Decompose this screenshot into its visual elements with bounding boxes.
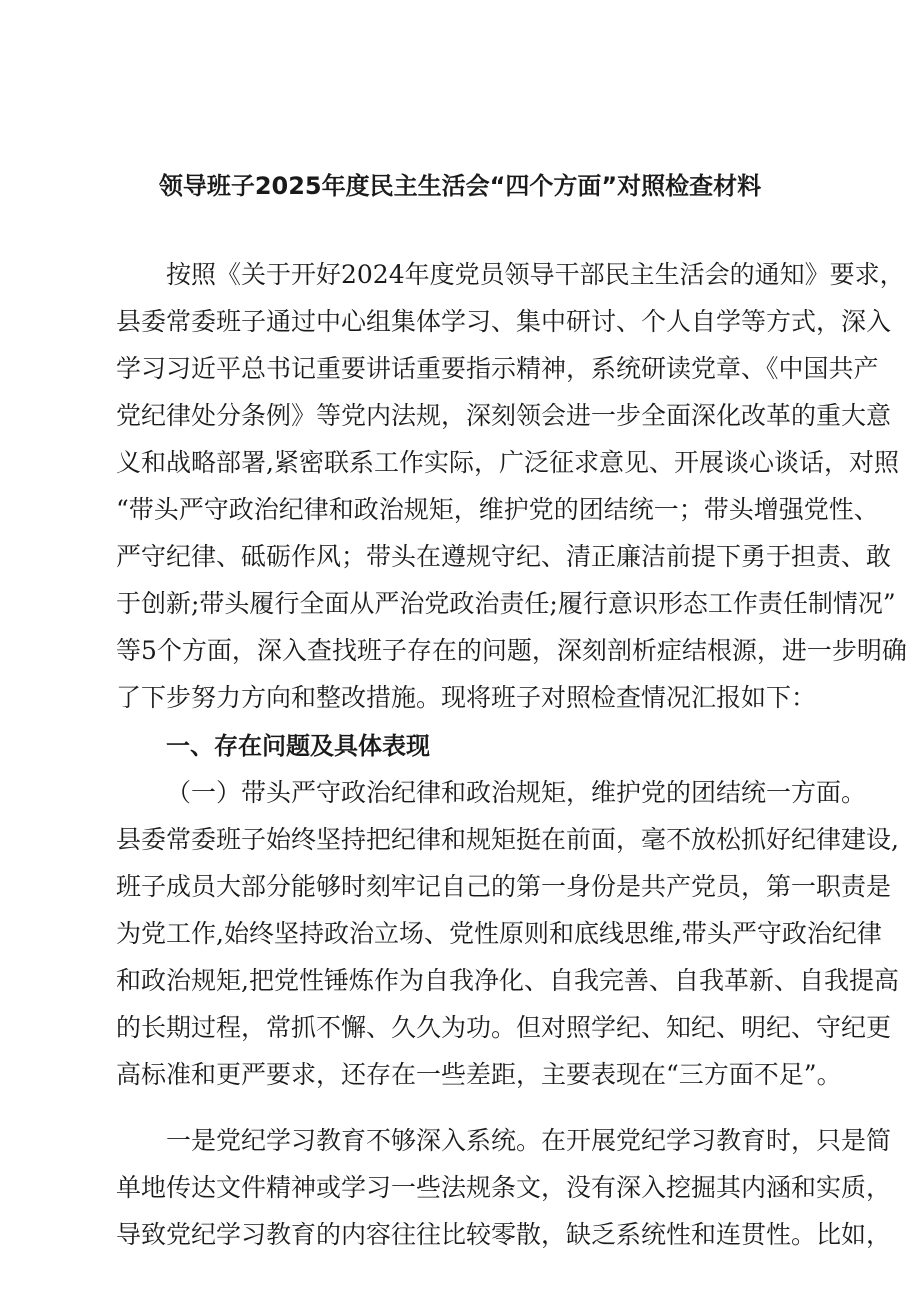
point-line-2: 单地传达文件精神或学习一些法规条文，没有深入挖掘其内涵和实质， [116,1173,892,1202]
intro-line-2: 县委常委班子通过中心组集体学习、集中研讨、个人自学等方式，深入 [116,307,892,336]
point-line-1: 一是党纪学习教育不够深入系统。在开展党纪学习教育时，只是简 [166,1126,892,1155]
section-heading: 一、存在问题及具体表现 [166,732,430,760]
point-line-3: 导致党纪学习教育的内容往往比较零散，缺乏系统性和连贯性。比如， [116,1220,892,1249]
intro-line-5: 义和战略部署,紧密联系工作实际，广泛征求意见、开展谈心谈话，对照 [116,448,899,477]
subsection-line-1: （一）带头严守政治纪律和政治规矩，维护党的团结统一方面。 [166,778,867,807]
subsection-line-4: 为党工作,始终坚持政治立场、党性原则和底线思维,带头严守政治纪律 [116,919,882,948]
document-title: 领导班子2025年度民主生活会“四个方面”对照检查材料 [158,172,762,200]
intro-line-3: 学习习近平总书记重要讲话重要指示精神，系统研读党章、《中国共产 [116,354,879,383]
intro-line-4: 党纪律处分条例》等党内法规，深刻领会进一步全面深化改革的重大意 [116,401,892,430]
subsection-line-3: 班子成员大部分能够时刻牢记自己的第一身份是共产党员，第一职责是 [116,872,892,901]
intro-line-1: 按照《关于开好2024年度党员领导干部民主生活会的通知》要求， [166,260,905,289]
subsection-line-7: 高标准和更严要求，还存在一些差距，主要表现在“三方面不足”。 [116,1060,842,1089]
intro-line-6: “带头严守政治纪律和政治规矩，维护党的团结统一；带头增强党性、 [116,495,879,524]
subsection-line-5: 和政治规矩,把党性锤炼作为自我净化、自我完善、自我革新、自我提高 [116,966,899,995]
subsection-line-2: 县委常委班子始终坚持把纪律和规矩挺在前面，毫不放松抓好纪律建设, [116,825,899,854]
intro-line-9: 等5个方面，深入查找班子存在的问题，深刻剖析症结根源，进一步明确 [116,636,907,665]
subsection-line-6: 的长期过程，常抓不懈、久久为功。但对照学纪、知纪、明纪、守纪更 [116,1013,892,1042]
intro-line-10: 了下步努力方向和整改措施。现将班子对照检查情况汇报如下： [116,683,817,712]
intro-line-8: 于创新;带头履行全面从严治党政治责任;履行意识形态工作责任制情况” [116,589,896,618]
intro-line-7: 严守纪律、砥砺作风；带头在遵规守纪、清正廉洁前提下勇于担责、敢 [116,542,892,571]
